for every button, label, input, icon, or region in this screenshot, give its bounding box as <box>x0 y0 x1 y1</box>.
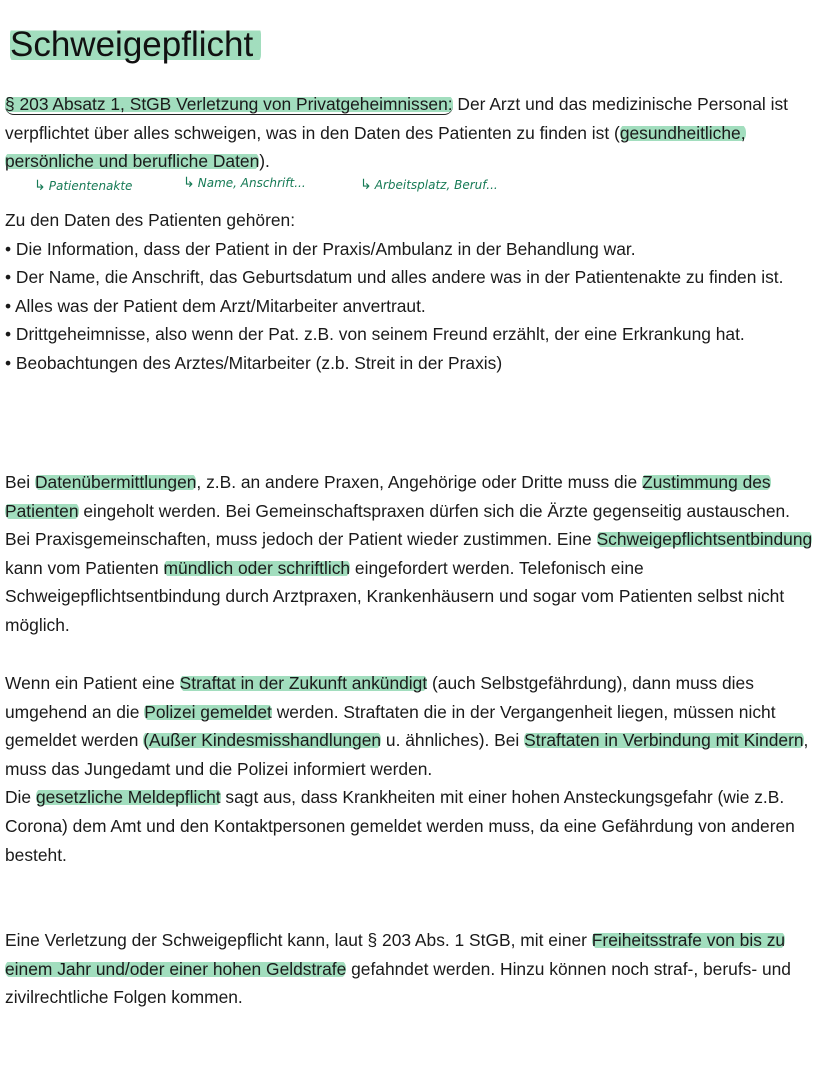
highlight-polizei: Polizei gemeldet <box>144 701 272 722</box>
highlight-schweigepflichtsentbindung: Schweigepflichtsentbindung <box>596 529 813 550</box>
title-highlight: Schweigepflicht <box>10 25 261 64</box>
highlight-meldepflicht: gesetzliche Meldepflicht <box>35 787 221 808</box>
highlight-straftat-zukunft: Straftat in der Zukunft ankündigt <box>179 673 428 693</box>
note-name-anschrift: ↳ Name, Anschrift... <box>183 175 306 191</box>
intro-highlight-data: gesundheitliche, persönliche und berufliche Daten <box>5 122 746 172</box>
transfer-paragraph: Bei Datenübermittlungen, z.B. an andere Praxen, Angehörige oder Dritte muss die Zustimmung des Patienten eingeholt werden. Bei Gemeinschaftspraxen dürfen sich die Ärzte gegenseitig austauschen. Bei Praxisgemeinschaften, muss jedoch der Patient wieder zustimmen. Eine Schweigepflichtsentbindung kann vom Patienten mündlich oder schriftlich eingefordert werden. Telefonisch eine Schweigepflichtsentbindung durch Arztpraxen, Krankenhäusern und sogar vom Patienten selbst nicht möglich. <box>5 472 813 635</box>
list-heading: Zu den Daten des Patienten gehören: <box>5 210 296 230</box>
highlight-straftaten-kinder: Straftaten in Verbindung mit Kindern <box>524 730 804 751</box>
highlight-kindesmisshandlungen: (Außer Kindesmisshandlungen <box>143 730 382 751</box>
highlight-freiheitsstrafe: Freiheitsstrafe von bis zu einem Jahr und/oder einer hohen Geldstrafe <box>5 930 786 979</box>
arrow-icon: ↳ <box>183 175 195 191</box>
note-patientenakte: ↳ Patientenakte <box>34 178 133 194</box>
arrow-icon: ↳ <box>360 177 372 193</box>
page-title <box>10 22 261 68</box>
note-arbeitsplatz: ↳ Arbeitsplatz, Beruf... <box>360 177 498 193</box>
list-item: • Beobachtungen des Arztes/Mitarbeiter (z.b. Streit in der Praxis) <box>5 352 503 373</box>
highlight-datenuebermittlungen: Datenübermittlungen <box>34 472 197 492</box>
intro-text-a: Der Arzt und das medizinische Personal ist verpflichtet über alles schweigen, was in den Daten des Patienten zu finden ist ( <box>5 94 788 143</box>
list-item: • Der Name, die Anschrift, das Geburtsdatum und alles andere was in der Patientenakte zu finden ist. <box>5 267 784 288</box>
handwritten-notes <box>0 172 828 206</box>
highlight-muendlich-schriftlich: mündlich oder schriftlich <box>163 557 351 578</box>
data-list <box>5 206 813 378</box>
crime-paragraph: Wenn ein Patient eine Straftat in der Zukunft ankündigt (auch Selbstgefährdung), dann muss dies umgehend an die Polizei gemeldet werden. Straftaten die in der Vergangenheit liegen, müssen nicht gemeldet werden (Außer Kindesmisshandlungen u. ähnliches). Bei Straftaten in Verbindung mit Kindern, muss das Jungedamt und die Polizei informiert werden. Die gesetzliche Meldepflicht sagt aus, dass Krankheiten mit einer hohen Ansteckungsgefahr (wie z.B. Corona) dem Amt und den Kontaktpersonen gemeldet werden muss, da eine Gefährdung von anderen besteht. <box>5 673 809 865</box>
list-item: • Alles was der Patient dem Arzt/Mitarbeiter anvertraut. <box>5 295 426 316</box>
intro-paragraph <box>5 90 813 176</box>
law-reference: § 203 Absatz 1, StGB Verletzung von Privatgeheimnissen: <box>5 94 453 114</box>
penalty-paragraph: Eine Verletzung der Schweigepflicht kann, laut § 203 Abs. 1 StGB, mit einer Freiheitsstrafe von bis zu einem Jahr und/oder einer hohen Geldstrafe gefahndet werden. Hinzu können noch straf-, berufs- und zivilrechtliche Folgen kommen. <box>5 930 791 1008</box>
list-item: • Drittgeheimnisse, also wenn der Pat. z.B. von seinem Freund erzählt, der eine Erkrankung hat. <box>5 324 745 345</box>
intro-text-b: ). <box>259 151 270 172</box>
highlight-zustimmung: Zustimmung des Patienten <box>5 472 771 521</box>
list-item: • Die Information, dass der Patient in der Praxis/Ambulanz in der Behandlung war. <box>5 238 636 259</box>
arrow-icon: ↳ <box>34 178 46 194</box>
